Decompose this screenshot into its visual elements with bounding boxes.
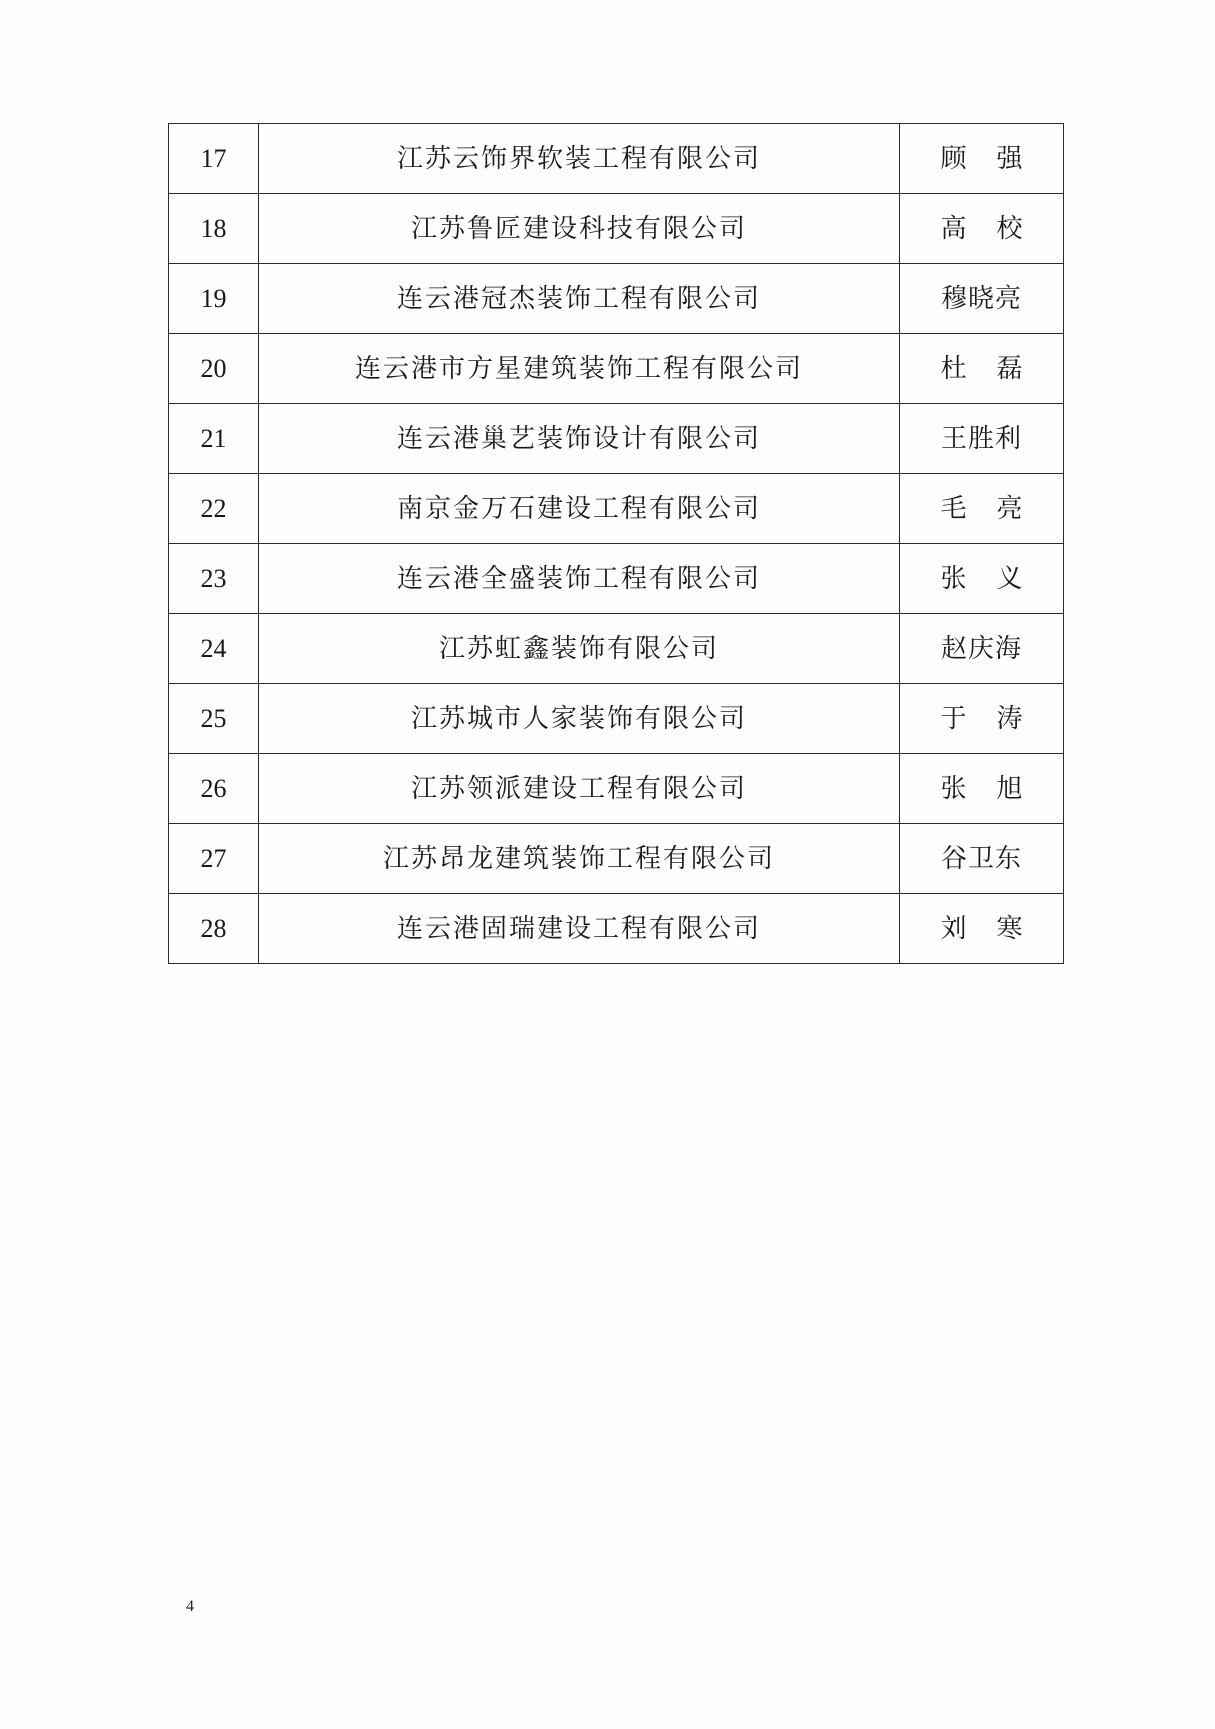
contact-person: 王胜利 — [900, 404, 1064, 474]
company-name: 江苏云饰界软装工程有限公司 — [259, 124, 900, 194]
page-number: 4 — [186, 1598, 194, 1615]
row-number: 26 — [169, 754, 259, 824]
table-row — [169, 194, 1064, 264]
contact-person: 毛亮 — [900, 474, 1064, 544]
contact-person: 顾强 — [900, 124, 1064, 194]
company-name: 连云港固瑞建设工程有限公司 — [259, 894, 900, 964]
row-number: 25 — [169, 684, 259, 754]
contact-person: 刘寒 — [900, 894, 1064, 964]
contact-person: 杜磊 — [900, 334, 1064, 404]
row-number: 21 — [169, 404, 259, 474]
company-name: 江苏领派建设工程有限公司 — [259, 754, 900, 824]
table-row — [169, 824, 1064, 894]
company-name: 江苏昂龙建筑装饰工程有限公司 — [259, 824, 900, 894]
contact-person: 高校 — [900, 194, 1064, 264]
row-number: 27 — [169, 824, 259, 894]
company-name: 南京金万石建设工程有限公司 — [259, 474, 900, 544]
table-row — [169, 404, 1064, 474]
table-row — [169, 754, 1064, 824]
row-number: 18 — [169, 194, 259, 264]
company-roster-table — [168, 123, 1064, 964]
company-name: 江苏虹鑫装饰有限公司 — [259, 614, 900, 684]
table-row — [169, 474, 1064, 544]
row-number: 28 — [169, 894, 259, 964]
table-row — [169, 124, 1064, 194]
row-number: 20 — [169, 334, 259, 404]
row-number: 19 — [169, 264, 259, 334]
company-name: 连云港巢艺装饰设计有限公司 — [259, 404, 900, 474]
table-row — [169, 684, 1064, 754]
company-name: 江苏城市人家装饰有限公司 — [259, 684, 900, 754]
row-number: 23 — [169, 544, 259, 614]
row-number: 17 — [169, 124, 259, 194]
contact-person: 谷卫东 — [900, 824, 1064, 894]
roster-table-body — [169, 124, 1064, 964]
company-name: 连云港全盛装饰工程有限公司 — [259, 544, 900, 614]
company-name: 江苏鲁匠建设科技有限公司 — [259, 194, 900, 264]
row-number: 22 — [169, 474, 259, 544]
contact-person: 张旭 — [900, 754, 1064, 824]
contact-person: 赵庆海 — [900, 614, 1064, 684]
company-name: 连云港市方星建筑装饰工程有限公司 — [259, 334, 900, 404]
table-row — [169, 264, 1064, 334]
table-row — [169, 894, 1064, 964]
table-row — [169, 544, 1064, 614]
contact-person: 于涛 — [900, 684, 1064, 754]
row-number: 24 — [169, 614, 259, 684]
contact-person: 穆晓亮 — [900, 264, 1064, 334]
company-name: 连云港冠杰装饰工程有限公司 — [259, 264, 900, 334]
table-row — [169, 614, 1064, 684]
contact-person: 张义 — [900, 544, 1064, 614]
table-row — [169, 334, 1064, 404]
